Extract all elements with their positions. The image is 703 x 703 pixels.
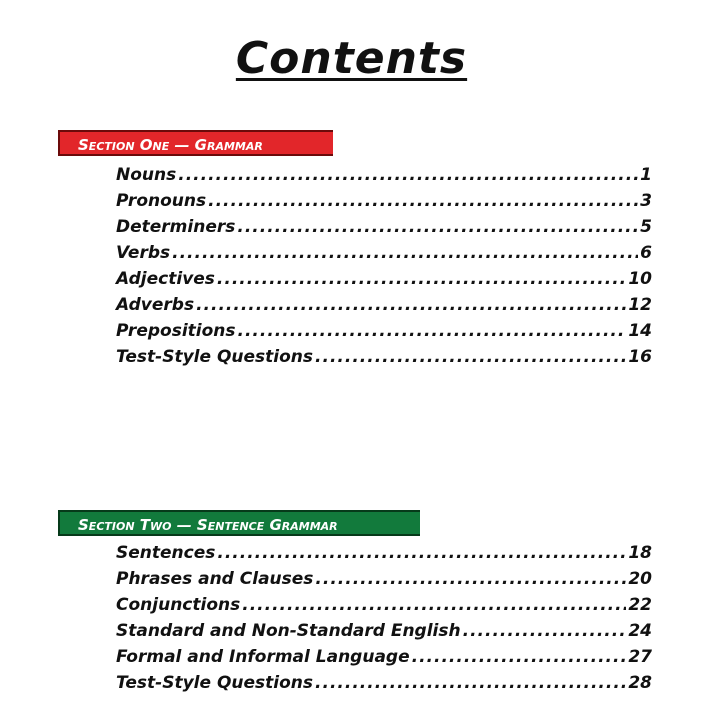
toc-entry-label: Determiners	[116, 217, 236, 237]
toc-entry	[116, 566, 652, 592]
dot-leader	[217, 540, 626, 566]
toc-entry-label: Nouns	[116, 165, 177, 185]
toc-entry-page-number: 6	[640, 243, 652, 263]
toc-entry-page-number: 16	[628, 347, 652, 367]
toc-entry-label: Test-Style Questions	[116, 673, 314, 693]
section-one-header: Section One — Grammar	[58, 130, 333, 156]
toc-entry	[116, 592, 652, 618]
dot-leader	[412, 644, 627, 670]
toc-entry	[116, 214, 652, 240]
toc-entry-page-number: 27	[628, 647, 652, 667]
toc-entry-label: Standard and Non-Standard English	[116, 621, 461, 641]
toc-entry	[116, 162, 652, 188]
toc-entry-page-number: 28	[628, 673, 652, 693]
dot-leader	[242, 592, 626, 618]
toc-entry-page-number: 14	[628, 321, 652, 341]
toc-entry	[116, 540, 652, 566]
section-two-list	[116, 540, 652, 696]
toc-entry	[116, 266, 652, 292]
dot-leader	[208, 188, 638, 214]
dot-leader	[196, 292, 626, 318]
toc-entry-page-number: 5	[640, 217, 652, 237]
toc-entry-page-number: 3	[640, 191, 652, 211]
dot-leader	[172, 240, 638, 266]
toc-entry-label: Formal and Informal Language	[116, 647, 410, 667]
dot-leader	[178, 162, 638, 188]
dot-leader	[463, 618, 627, 644]
toc-entry	[116, 318, 652, 344]
toc-entry	[116, 292, 652, 318]
dot-leader	[237, 214, 638, 240]
toc-entry-page-number: 12	[628, 295, 652, 315]
section-one-list	[116, 162, 652, 370]
toc-entry-label: Conjunctions	[116, 595, 241, 615]
dot-leader	[238, 318, 627, 344]
toc-entry	[116, 240, 652, 266]
toc-entry	[116, 644, 652, 670]
toc-entry	[116, 344, 652, 370]
toc-entry-label: Verbs	[116, 243, 171, 263]
page-title: Contents	[235, 33, 468, 85]
toc-entry-label: Pronouns	[116, 191, 207, 211]
toc-entry-page-number: 22	[628, 595, 652, 615]
toc-entry-page-number: 10	[628, 269, 652, 289]
toc-entry	[116, 188, 652, 214]
toc-entry-page-number: 1	[640, 165, 652, 185]
dot-leader	[315, 670, 626, 696]
dot-leader	[315, 344, 626, 370]
dot-leader	[315, 566, 626, 592]
toc-entry-label: Phrases and Clauses	[116, 569, 314, 589]
toc-entry-label: Adverbs	[116, 295, 195, 315]
toc-entry	[116, 670, 652, 696]
toc-entry	[116, 618, 652, 644]
toc-entry-label: Test-Style Questions	[116, 347, 314, 367]
section-two-header: Section Two — Sentence Grammar	[58, 510, 420, 536]
toc-entry-page-number: 20	[628, 569, 652, 589]
toc-entry-label: Adjectives	[116, 269, 215, 289]
toc-entry-page-number: 24	[628, 621, 652, 641]
dot-leader	[217, 266, 626, 292]
toc-entry-page-number: 18	[628, 543, 652, 563]
toc-entry-label: Prepositions	[116, 321, 236, 341]
toc-entry-label: Sentences	[116, 543, 216, 563]
